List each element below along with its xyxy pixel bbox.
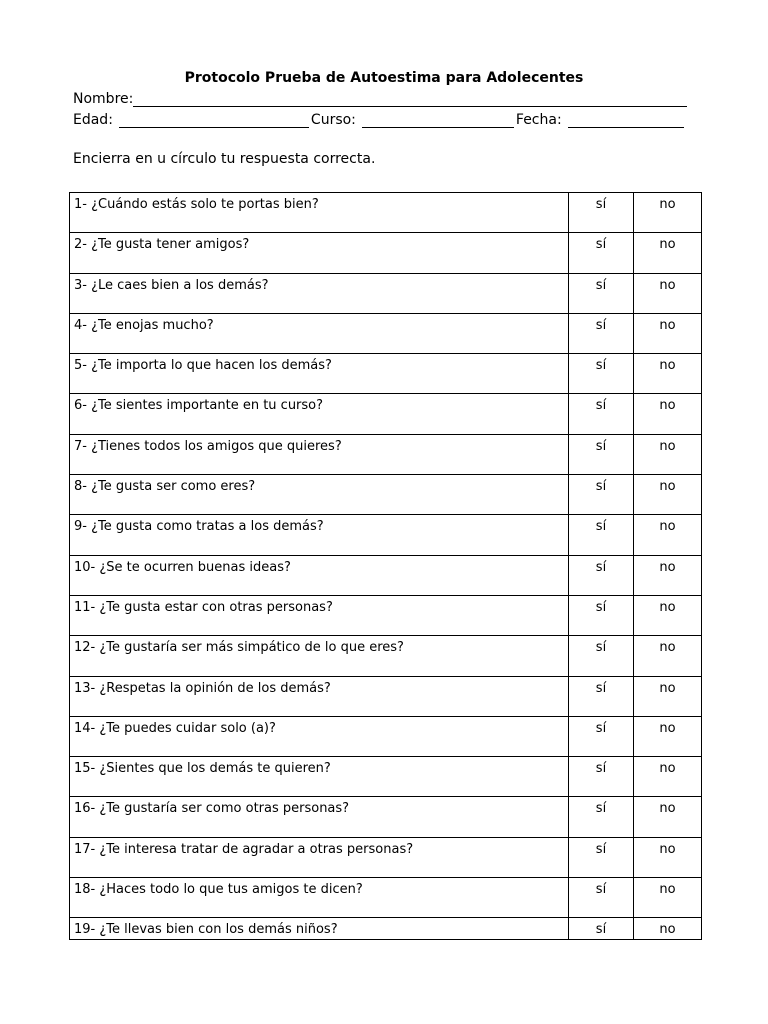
question-text: 10- ¿Se te ocurren buenas ideas? xyxy=(70,555,569,595)
answer-yes[interactable]: sí xyxy=(569,193,634,233)
question-row xyxy=(70,273,702,313)
answer-yes[interactable]: sí xyxy=(569,636,634,676)
answer-no[interactable]: no xyxy=(634,555,702,595)
question-row xyxy=(70,716,702,756)
answer-yes[interactable]: sí xyxy=(569,797,634,837)
question-text: 16- ¿Te gustaría ser como otras personas? xyxy=(70,797,569,837)
question-row xyxy=(70,555,702,595)
answer-yes[interactable]: sí xyxy=(569,354,634,394)
question-text: 19- ¿Te llevas bien con los demás niños? xyxy=(70,918,569,940)
question-row xyxy=(70,837,702,877)
fecha-blank[interactable] xyxy=(568,113,684,128)
question-row xyxy=(70,394,702,434)
answer-yes[interactable]: sí xyxy=(569,313,634,353)
instruction-text: Encierra en u círculo tu respuesta correcta. xyxy=(73,151,376,167)
edad-blank[interactable] xyxy=(119,113,309,128)
edad-label: Edad: xyxy=(73,112,113,128)
question-text: 8- ¿Te gusta ser como eres? xyxy=(70,475,569,515)
answer-no[interactable]: no xyxy=(634,515,702,555)
answer-yes[interactable]: sí xyxy=(569,273,634,313)
edad-curso-fecha-row xyxy=(73,112,686,128)
question-text: 1- ¿Cuándo estás solo te portas bien? xyxy=(70,193,569,233)
question-text: 7- ¿Tienes todos los amigos que quieres? xyxy=(70,434,569,474)
document-title: Protocolo Prueba de Autoestima para Adolecentes xyxy=(184,70,584,86)
question-row xyxy=(70,354,702,394)
question-text: 11- ¿Te gusta estar con otras personas? xyxy=(70,595,569,635)
answer-no[interactable]: no xyxy=(634,233,702,273)
answer-yes[interactable]: sí xyxy=(569,555,634,595)
nombre-blank[interactable] xyxy=(133,92,687,107)
fecha-label: Fecha: xyxy=(515,112,562,128)
nombre-row xyxy=(73,91,689,107)
question-row xyxy=(70,233,702,273)
answer-yes[interactable]: sí xyxy=(569,434,634,474)
nombre-label: Nombre: xyxy=(73,91,134,107)
curso-label: Curso: xyxy=(310,112,356,128)
question-text: 6- ¿Te sientes importante en tu curso? xyxy=(70,394,569,434)
question-row xyxy=(70,918,702,940)
question-row xyxy=(70,676,702,716)
question-row xyxy=(70,636,702,676)
answer-no[interactable]: no xyxy=(634,475,702,515)
answer-no[interactable]: no xyxy=(634,354,702,394)
answer-no[interactable]: no xyxy=(634,313,702,353)
answer-yes[interactable]: sí xyxy=(569,394,634,434)
question-row xyxy=(70,193,702,233)
question-text: 9- ¿Te gusta como tratas a los demás? xyxy=(70,515,569,555)
answer-yes[interactable]: sí xyxy=(569,757,634,797)
question-text: 15- ¿Sientes que los demás te quieren? xyxy=(70,757,569,797)
question-text: 3- ¿Le caes bien a los demás? xyxy=(70,273,569,313)
question-row xyxy=(70,878,702,918)
question-text: 4- ¿Te enojas mucho? xyxy=(70,313,569,353)
answer-no[interactable]: no xyxy=(634,394,702,434)
answer-no[interactable]: no xyxy=(634,636,702,676)
answer-no[interactable]: no xyxy=(634,797,702,837)
answer-yes[interactable]: sí xyxy=(569,918,634,940)
question-row xyxy=(70,595,702,635)
question-text: 5- ¿Te importa lo que hacen los demás? xyxy=(70,354,569,394)
answer-no[interactable]: no xyxy=(634,193,702,233)
answer-no[interactable]: no xyxy=(634,837,702,877)
question-row xyxy=(70,757,702,797)
question-row xyxy=(70,313,702,353)
answer-yes[interactable]: sí xyxy=(569,595,634,635)
answer-no[interactable]: no xyxy=(634,595,702,635)
question-row xyxy=(70,515,702,555)
answer-yes[interactable]: sí xyxy=(569,878,634,918)
question-row xyxy=(70,797,702,837)
question-row xyxy=(70,434,702,474)
answer-yes[interactable]: sí xyxy=(569,676,634,716)
curso-blank[interactable] xyxy=(362,113,514,128)
answer-no[interactable]: no xyxy=(634,676,702,716)
answer-yes[interactable]: sí xyxy=(569,475,634,515)
answer-yes[interactable]: sí xyxy=(569,716,634,756)
answer-no[interactable]: no xyxy=(634,273,702,313)
question-row xyxy=(70,475,702,515)
question-text: 17- ¿Te interesa tratar de agradar a otras personas? xyxy=(70,837,569,877)
question-text: 18- ¿Haces todo lo que tus amigos te dicen? xyxy=(70,878,569,918)
answer-yes[interactable]: sí xyxy=(569,515,634,555)
answer-no[interactable]: no xyxy=(634,918,702,940)
answer-yes[interactable]: sí xyxy=(569,837,634,877)
question-text: 12- ¿Te gustaría ser más simpático de lo que eres? xyxy=(70,636,569,676)
answer-no[interactable]: no xyxy=(634,757,702,797)
answer-no[interactable]: no xyxy=(634,878,702,918)
question-text: 2- ¿Te gusta tener amigos? xyxy=(70,233,569,273)
answer-no[interactable]: no xyxy=(634,434,702,474)
questions-table xyxy=(69,192,702,940)
answer-no[interactable]: no xyxy=(634,716,702,756)
answer-yes[interactable]: sí xyxy=(569,233,634,273)
question-text: 13- ¿Respetas la opinión de los demás? xyxy=(70,676,569,716)
question-text: 14- ¿Te puedes cuidar solo (a)? xyxy=(70,716,569,756)
